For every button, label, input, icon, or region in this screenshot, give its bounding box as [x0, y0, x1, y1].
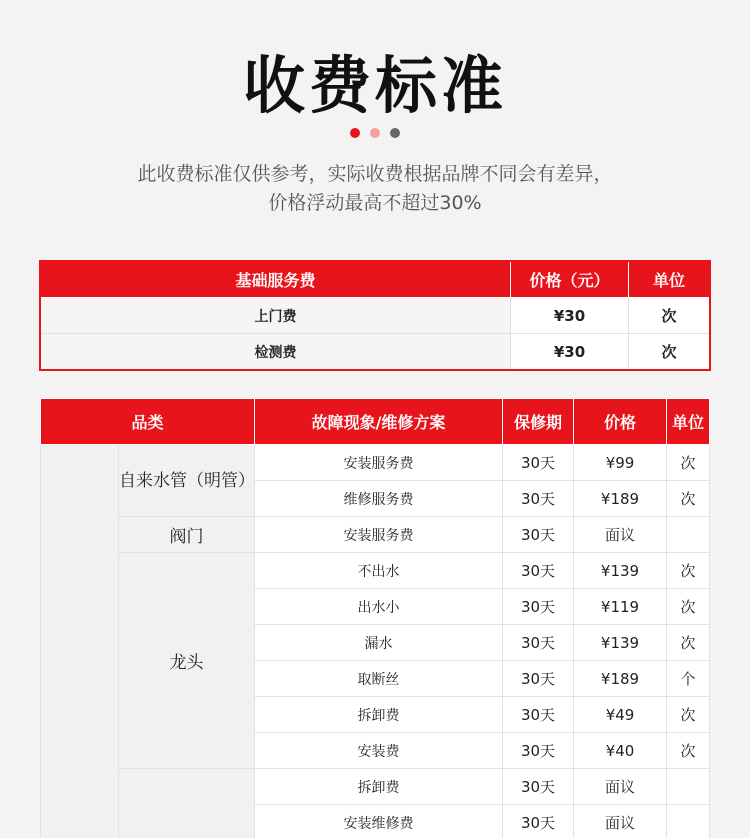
- unit-cell: 次: [667, 733, 710, 769]
- warranty-cell: 30天: [503, 661, 574, 697]
- unit-cell: 次: [667, 697, 710, 733]
- price-cell: ¥49: [574, 697, 667, 733]
- unit-cell: 次: [667, 625, 710, 661]
- basic-fee-table: [40, 261, 710, 370]
- decorative-dots: [0, 128, 750, 138]
- header-warranty: 保修期: [503, 399, 574, 445]
- table-row: [41, 553, 710, 589]
- price-cell: ¥139: [574, 625, 667, 661]
- dot-gray: [390, 128, 400, 138]
- category-cell: [119, 769, 255, 838]
- warranty-cell: 30天: [503, 517, 574, 553]
- price-cell: ¥139: [574, 553, 667, 589]
- header-price: 价格: [574, 399, 667, 445]
- warranty-cell: 30天: [503, 481, 574, 517]
- table-header-row: [41, 262, 710, 298]
- unit-cell: 次: [667, 553, 710, 589]
- fee-price: ¥30: [511, 298, 629, 334]
- price-cell: 面议: [574, 805, 667, 838]
- table-row: [41, 769, 710, 805]
- fee-price: ¥30: [511, 334, 629, 370]
- warranty-cell: 30天: [503, 769, 574, 805]
- category-cell: 龙头: [119, 553, 255, 769]
- header-category: 品类: [41, 399, 255, 445]
- issue-cell: 漏水: [255, 625, 503, 661]
- issue-cell: 拆卸费: [255, 697, 503, 733]
- issue-cell: 拆卸费: [255, 769, 503, 805]
- warranty-cell: 30天: [503, 625, 574, 661]
- issue-cell: 安装维修费: [255, 805, 503, 838]
- price-cell: ¥119: [574, 589, 667, 625]
- price-cell: ¥189: [574, 481, 667, 517]
- issue-cell: 维修服务费: [255, 481, 503, 517]
- header-basic-service: 基础服务费: [41, 262, 511, 298]
- subtitle-line-2: 价格浮动最高不超过30%: [268, 192, 482, 214]
- warranty-cell: 30天: [503, 805, 574, 838]
- fee-name: 上门费: [41, 298, 511, 334]
- category-parent-cell: [41, 445, 119, 838]
- price-cell: 面议: [574, 517, 667, 553]
- issue-cell: 取断丝: [255, 661, 503, 697]
- page-title: 收费标准: [242, 49, 507, 122]
- warranty-cell: 30天: [503, 553, 574, 589]
- dot-pink: [370, 128, 380, 138]
- unit-cell: 次: [667, 445, 710, 481]
- category-cell: 阀门: [119, 517, 255, 553]
- table-row: [41, 445, 710, 481]
- header-unit: 单位: [629, 262, 710, 298]
- header-issue: 故障现象/维修方案: [255, 399, 503, 445]
- price-cell: ¥189: [574, 661, 667, 697]
- issue-cell: 出水小: [255, 589, 503, 625]
- header-price: 价格（元）: [511, 262, 629, 298]
- warranty-cell: 30天: [503, 589, 574, 625]
- issue-cell: 安装服务费: [255, 517, 503, 553]
- table-header-row: [41, 399, 710, 445]
- header-unit: 单位: [667, 399, 710, 445]
- unit-cell: 次: [667, 589, 710, 625]
- table-row: [41, 334, 710, 370]
- table-row: [41, 298, 710, 334]
- unit-cell: 个: [667, 661, 710, 697]
- dot-red: [350, 128, 360, 138]
- issue-cell: 不出水: [255, 553, 503, 589]
- unit-cell: [667, 517, 710, 553]
- price-cell: 面议: [574, 769, 667, 805]
- unit-cell: [667, 769, 710, 805]
- repair-price-table: [40, 398, 710, 838]
- price-cell: ¥99: [574, 445, 667, 481]
- unit-cell: [667, 805, 710, 838]
- issue-cell: 安装费: [255, 733, 503, 769]
- fee-name: 检测费: [41, 334, 511, 370]
- warranty-cell: 30天: [503, 733, 574, 769]
- category-cell: 自来水管（明管）: [119, 445, 255, 517]
- warranty-cell: 30天: [503, 697, 574, 733]
- subtitle-line-1: 此收费标准仅供参考，实际收费根据品牌不同会有差异，: [137, 163, 613, 185]
- warranty-cell: 30天: [503, 445, 574, 481]
- price-cell: ¥40: [574, 733, 667, 769]
- fee-unit: 次: [629, 334, 710, 370]
- fee-unit: 次: [629, 298, 710, 334]
- unit-cell: 次: [667, 481, 710, 517]
- table-row: [41, 517, 710, 553]
- issue-cell: 安装服务费: [255, 445, 503, 481]
